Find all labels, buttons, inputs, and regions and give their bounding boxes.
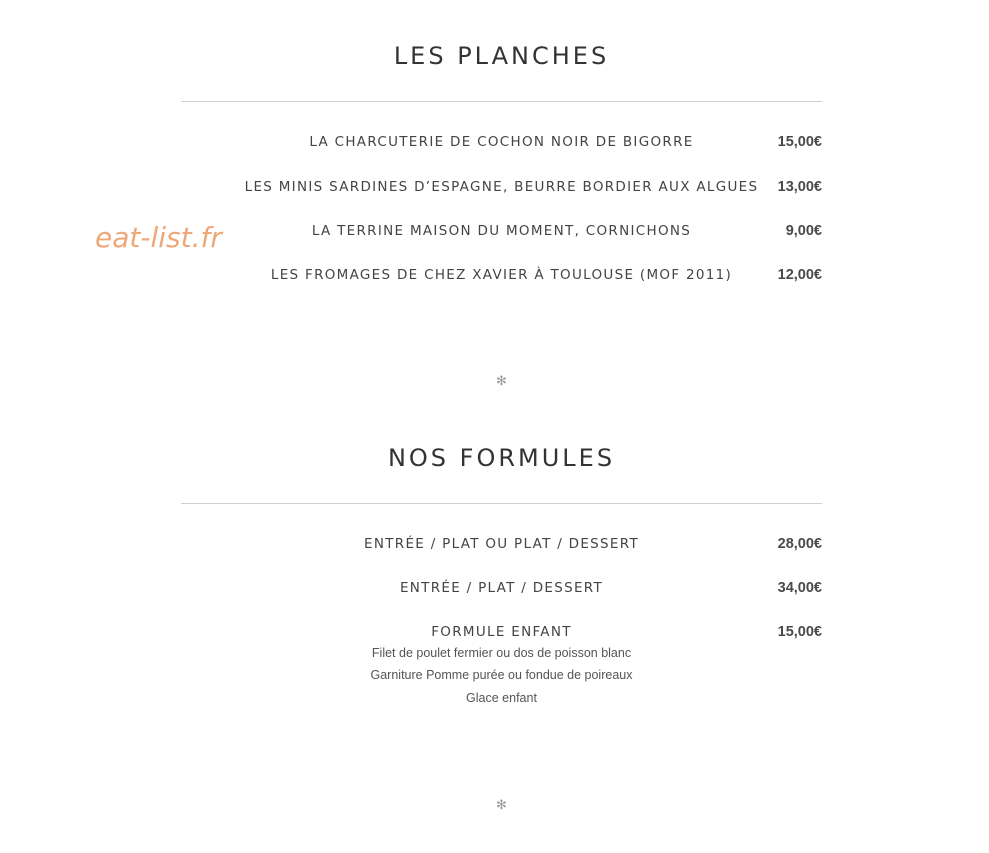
menu-item-price: 34,00€ — [777, 580, 822, 596]
section-divider — [181, 503, 822, 504]
separator-asterisk-icon: ✻ — [496, 374, 507, 389]
menu-item-name: LA CHARCUTERIE DE COCHON NOIR DE BIGORRE — [309, 134, 694, 150]
menu-item — [181, 132, 822, 152]
menu-item-name: LES FROMAGES DE CHEZ XAVIER À TOULOUSE (MOF 2011) — [270, 267, 733, 283]
menu-item — [181, 221, 822, 241]
menu-item-detail: Garniture Pomme purée ou fondue de poireaux — [370, 668, 633, 682]
menu-item-name: LA TERRINE MAISON DU MOMENT, CORNICHONS — [311, 223, 692, 239]
menu-item — [181, 578, 822, 598]
menu-item-price: 13,00€ — [777, 179, 822, 195]
menu-item-price: 28,00€ — [777, 536, 822, 552]
menu-item — [181, 622, 822, 642]
menu-item-detail: Filet de poulet fermier ou dos de poisson blanc — [371, 646, 632, 660]
menu-item-name: FORMULE ENFANT — [431, 624, 572, 640]
menu-item-name: LES MINIS SARDINES D’ESPAGNE, BEURRE BORDIER AUX ALGUES — [244, 179, 759, 195]
menu-item — [181, 534, 822, 554]
menu-item-price: 15,00€ — [777, 624, 822, 640]
menu-item — [181, 265, 822, 285]
menu-item — [181, 177, 822, 197]
menu-item-price: 9,00€ — [785, 223, 822, 239]
menu-item-price: 15,00€ — [777, 134, 822, 150]
menu-item-detail: Glace enfant — [466, 691, 537, 705]
separator-asterisk-icon: ✻ — [496, 798, 507, 813]
section-title-planches: LES PLANCHES — [393, 42, 610, 70]
menu-item-name: ENTRÉE / PLAT OU PLAT / DESSERT — [363, 536, 639, 552]
watermark-logo: eat-list.fr — [95, 221, 222, 254]
section-divider — [181, 101, 822, 102]
menu-item-name: ENTRÉE / PLAT / DESSERT — [399, 580, 604, 596]
section-title-formules: NOS FORMULES — [387, 444, 616, 472]
menu-item-price: 12,00€ — [777, 267, 822, 283]
